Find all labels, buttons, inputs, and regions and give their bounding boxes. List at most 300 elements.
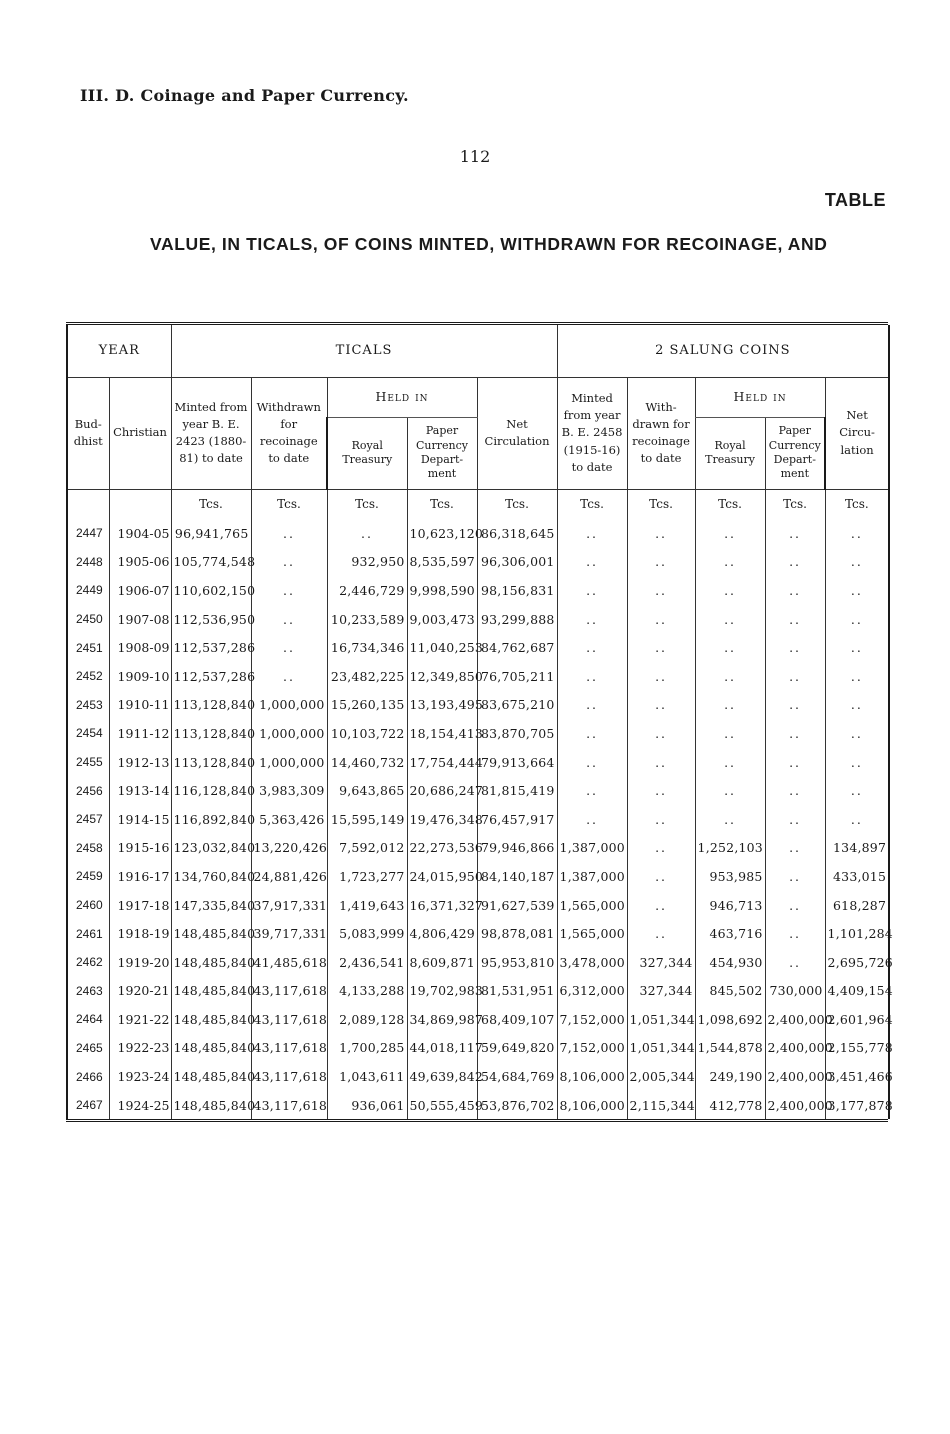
- ticals-minted-cell: 148,485,840: [171, 1005, 251, 1034]
- salung-paper-currency-cell: 2,400,000: [765, 1034, 825, 1063]
- ticals-withdrawn-cell: 37,917,331: [251, 891, 327, 920]
- ticals-minted-cell: 116,892,840: [171, 805, 251, 834]
- table-row: [67, 1091, 889, 1120]
- ticals-withdrawn-cell: 43,117,618: [251, 1005, 327, 1034]
- ticals-royal-treasury-cell: 14,460,732: [327, 748, 407, 777]
- table-caption: VALUE, IN TICALS, OF COINS MINTED, WITHDRAWN FOR RECOINAGE, AND: [150, 234, 828, 254]
- ticals-minted-cell: 112,536,950: [171, 605, 251, 634]
- salung-paper-currency-cell: ..: [765, 691, 825, 720]
- salung-withdrawn-cell: ..: [627, 719, 695, 748]
- salung-withdrawn-cell: 2,115,344: [627, 1091, 695, 1120]
- christian-year-cell: 1910-11: [109, 691, 171, 720]
- ticals-royal-treasury-cell: ..: [327, 519, 407, 548]
- unit-label: Tcs.: [695, 489, 765, 519]
- table-row: [67, 948, 889, 977]
- ticals-minted-cell: 123,032,840: [171, 834, 251, 863]
- buddhist-year-cell: 2452: [67, 662, 109, 691]
- salung-minted-cell: 7,152,000: [557, 1034, 627, 1063]
- ticals-withdrawn-cell: 5,363,426: [251, 805, 327, 834]
- salung-paper-currency-cell: ..: [765, 948, 825, 977]
- salung-paper-currency-cell: 2,400,000: [765, 1062, 825, 1091]
- ticals-net-circulation-cell: 53,876,702: [477, 1091, 557, 1120]
- ticals-royal-treasury-cell: 2,089,128: [327, 1005, 407, 1034]
- christian-year-cell: 1920-21: [109, 977, 171, 1006]
- unit-label: Tcs.: [251, 489, 327, 519]
- buddhist-year-cell: 2464: [67, 1005, 109, 1034]
- buddhist-year-cell: 2460: [67, 891, 109, 920]
- header-salung-paper: Paper Currency Depart-ment: [765, 417, 825, 489]
- table-row: [67, 605, 889, 634]
- buddhist-year-cell: 2448: [67, 548, 109, 577]
- header-ticals: TICALS: [171, 325, 557, 377]
- ticals-paper-currency-cell: 19,702,983: [407, 977, 477, 1006]
- salung-paper-currency-cell: ..: [765, 862, 825, 891]
- ticals-paper-currency-cell: 4,806,429: [407, 919, 477, 948]
- table-row: [67, 891, 889, 920]
- salung-royal-treasury-cell: ..: [695, 776, 765, 805]
- ticals-withdrawn-cell: 41,485,618: [251, 948, 327, 977]
- header-salung-held-in: Held in: [695, 377, 825, 417]
- table-label: TABLE: [824, 190, 886, 210]
- christian-year-cell: 1915-16: [109, 834, 171, 863]
- header-ticals-royal: Royal Treasury: [327, 417, 407, 489]
- unit-label: Tcs.: [171, 489, 251, 519]
- salung-paper-currency-cell: ..: [765, 719, 825, 748]
- ticals-net-circulation-cell: 95,953,810: [477, 948, 557, 977]
- ticals-royal-treasury-cell: 1,419,643: [327, 891, 407, 920]
- christian-year-cell: 1923-24: [109, 1062, 171, 1091]
- salung-paper-currency-cell: 730,000: [765, 977, 825, 1006]
- ticals-net-circulation-cell: 84,140,187: [477, 862, 557, 891]
- buddhist-year-cell: 2457: [67, 805, 109, 834]
- salung-minted-cell: 1,565,000: [557, 919, 627, 948]
- header-ticals-withdrawn: Withdrawn for recoinage to date: [251, 377, 327, 489]
- salung-paper-currency-cell: 2,400,000: [765, 1005, 825, 1034]
- salung-paper-currency-cell: ..: [765, 891, 825, 920]
- table-row: [67, 862, 889, 891]
- ticals-royal-treasury-cell: 2,446,729: [327, 576, 407, 605]
- section-title: III. D. Coinage and Paper Currency.: [80, 86, 409, 105]
- ticals-minted-cell: 147,335,840: [171, 891, 251, 920]
- ticals-paper-currency-cell: 20,686,247: [407, 776, 477, 805]
- salung-royal-treasury-cell: 463,716: [695, 919, 765, 948]
- ticals-net-circulation-cell: 54,684,769: [477, 1062, 557, 1091]
- header-salung-net: Net Circu-lation: [825, 377, 889, 489]
- ticals-net-circulation-cell: 98,878,081: [477, 919, 557, 948]
- salung-royal-treasury-cell: 845,502: [695, 977, 765, 1006]
- ticals-minted-cell: 148,485,840: [171, 1062, 251, 1091]
- ticals-withdrawn-cell: ..: [251, 633, 327, 662]
- ticals-withdrawn-cell: 43,117,618: [251, 977, 327, 1006]
- christian-year-cell: 1904-05: [109, 519, 171, 548]
- ticals-net-circulation-cell: 76,705,211: [477, 662, 557, 691]
- christian-year-cell: 1906-07: [109, 576, 171, 605]
- salung-minted-cell: ..: [557, 719, 627, 748]
- header-salung-royal: Royal Treasury: [695, 417, 765, 489]
- salung-withdrawn-cell: 2,005,344: [627, 1062, 695, 1091]
- ticals-minted-cell: 148,485,840: [171, 1034, 251, 1063]
- ticals-withdrawn-cell: 1,000,000: [251, 691, 327, 720]
- ticals-net-circulation-cell: 79,946,866: [477, 834, 557, 863]
- salung-withdrawn-cell: ..: [627, 919, 695, 948]
- ticals-minted-cell: 105,774,548: [171, 548, 251, 577]
- christian-year-cell: 1916-17: [109, 862, 171, 891]
- christian-year-cell: 1913-14: [109, 776, 171, 805]
- buddhist-year-cell: 2449: [67, 576, 109, 605]
- ticals-minted-cell: 113,128,840: [171, 691, 251, 720]
- buddhist-year-cell: 2462: [67, 948, 109, 977]
- christian-year-cell: 1912-13: [109, 748, 171, 777]
- salung-paper-currency-cell: ..: [765, 805, 825, 834]
- ticals-paper-currency-cell: 9,998,590: [407, 576, 477, 605]
- salung-withdrawn-cell: 1,051,344: [627, 1005, 695, 1034]
- buddhist-year-cell: 2465: [67, 1034, 109, 1063]
- ticals-royal-treasury-cell: 10,233,589: [327, 605, 407, 634]
- salung-royal-treasury-cell: 412,778: [695, 1091, 765, 1120]
- ticals-net-circulation-cell: 81,531,951: [477, 977, 557, 1006]
- header-ticals-net: Net Circulation: [477, 377, 557, 489]
- ticals-paper-currency-cell: 44,018,117: [407, 1034, 477, 1063]
- salung-royal-treasury-cell: 953,985: [695, 862, 765, 891]
- table-row: [67, 548, 889, 577]
- salung-paper-currency-cell: ..: [765, 662, 825, 691]
- ticals-withdrawn-cell: ..: [251, 605, 327, 634]
- ticals-royal-treasury-cell: 15,260,135: [327, 691, 407, 720]
- header-ticals-minted: Minted from year B. E. 2423 (1880-81) to date: [171, 377, 251, 489]
- unit-label: Tcs.: [825, 489, 889, 519]
- salung-paper-currency-cell: ..: [765, 519, 825, 548]
- unit-blank: [67, 489, 109, 519]
- buddhist-year-cell: 2459: [67, 862, 109, 891]
- salung-royal-treasury-cell: 1,252,103: [695, 834, 765, 863]
- page-number: 112: [459, 147, 491, 166]
- salung-withdrawn-cell: 1,051,344: [627, 1034, 695, 1063]
- ticals-royal-treasury-cell: 1,723,277: [327, 862, 407, 891]
- ticals-net-circulation-cell: 81,815,419: [477, 776, 557, 805]
- buddhist-year-cell: 2447: [67, 519, 109, 548]
- buddhist-year-cell: 2467: [67, 1091, 109, 1120]
- buddhist-year-cell: 2466: [67, 1062, 109, 1091]
- salung-royal-treasury-cell: ..: [695, 691, 765, 720]
- salung-royal-treasury-cell: ..: [695, 548, 765, 577]
- christian-year-cell: 1908-09: [109, 633, 171, 662]
- ticals-net-circulation-cell: 59,649,820: [477, 1034, 557, 1063]
- ticals-net-circulation-cell: 91,627,539: [477, 891, 557, 920]
- ticals-withdrawn-cell: 1,000,000: [251, 719, 327, 748]
- salung-minted-cell: ..: [557, 748, 627, 777]
- ticals-paper-currency-cell: 13,193,495: [407, 691, 477, 720]
- salung-royal-treasury-cell: ..: [695, 719, 765, 748]
- ticals-withdrawn-cell: 13,220,426: [251, 834, 327, 863]
- buddhist-year-cell: 2453: [67, 691, 109, 720]
- ticals-minted-cell: 148,485,840: [171, 948, 251, 977]
- ticals-paper-currency-cell: 8,609,871: [407, 948, 477, 977]
- ticals-minted-cell: 148,485,840: [171, 1091, 251, 1120]
- salung-royal-treasury-cell: ..: [695, 748, 765, 777]
- table-row: [67, 1005, 889, 1034]
- table-row: [67, 519, 889, 548]
- ticals-royal-treasury-cell: 5,083,999: [327, 919, 407, 948]
- salung-net-circulation-cell: ..: [825, 633, 889, 662]
- christian-year-cell: 1905-06: [109, 548, 171, 577]
- ticals-minted-cell: 110,602,150: [171, 576, 251, 605]
- ticals-paper-currency-cell: 10,623,120: [407, 519, 477, 548]
- ticals-paper-currency-cell: 17,754,444: [407, 748, 477, 777]
- christian-year-cell: 1917-18: [109, 891, 171, 920]
- ticals-withdrawn-cell: ..: [251, 548, 327, 577]
- header-salung-withdrawn: With-drawn for recoinage to date: [627, 377, 695, 489]
- ticals-paper-currency-cell: 18,154,413: [407, 719, 477, 748]
- salung-paper-currency-cell: ..: [765, 633, 825, 662]
- salung-minted-cell: ..: [557, 691, 627, 720]
- ticals-royal-treasury-cell: 1,043,611: [327, 1062, 407, 1091]
- table-row: [67, 919, 889, 948]
- buddhist-year-cell: 2450: [67, 605, 109, 634]
- ticals-withdrawn-cell: 39,717,331: [251, 919, 327, 948]
- ticals-minted-cell: 148,485,840: [171, 977, 251, 1006]
- buddhist-year-cell: 2451: [67, 633, 109, 662]
- salung-withdrawn-cell: ..: [627, 691, 695, 720]
- salung-net-circulation-cell: 1,101,284: [825, 919, 889, 948]
- table-row: [67, 691, 889, 720]
- salung-net-circulation-cell: 2,695,726: [825, 948, 889, 977]
- salung-net-circulation-cell: 3,451,466: [825, 1062, 889, 1091]
- salung-net-circulation-cell: ..: [825, 805, 889, 834]
- ticals-paper-currency-cell: 9,003,473: [407, 605, 477, 634]
- salung-withdrawn-cell: ..: [627, 548, 695, 577]
- ticals-royal-treasury-cell: 10,103,722: [327, 719, 407, 748]
- table-row: [67, 748, 889, 777]
- salung-minted-cell: ..: [557, 776, 627, 805]
- ticals-paper-currency-cell: 12,349,850: [407, 662, 477, 691]
- table-row: [67, 776, 889, 805]
- christian-year-cell: 1918-19: [109, 919, 171, 948]
- unit-label: Tcs.: [557, 489, 627, 519]
- salung-withdrawn-cell: ..: [627, 576, 695, 605]
- salung-paper-currency-cell: ..: [765, 548, 825, 577]
- salung-withdrawn-cell: ..: [627, 748, 695, 777]
- buddhist-year-cell: 2454: [67, 719, 109, 748]
- salung-net-circulation-cell: ..: [825, 519, 889, 548]
- table-row: [67, 834, 889, 863]
- salung-withdrawn-cell: 327,344: [627, 977, 695, 1006]
- ticals-royal-treasury-cell: 4,133,288: [327, 977, 407, 1006]
- ticals-royal-treasury-cell: 23,482,225: [327, 662, 407, 691]
- ticals-net-circulation-cell: 83,870,705: [477, 719, 557, 748]
- salung-minted-cell: ..: [557, 576, 627, 605]
- ticals-net-circulation-cell: 84,762,687: [477, 633, 557, 662]
- salung-net-circulation-cell: 618,287: [825, 891, 889, 920]
- salung-minted-cell: ..: [557, 662, 627, 691]
- ticals-paper-currency-cell: 16,371,327: [407, 891, 477, 920]
- table-row: [67, 633, 889, 662]
- salung-royal-treasury-cell: ..: [695, 605, 765, 634]
- salung-net-circulation-cell: 2,155,778: [825, 1034, 889, 1063]
- salung-withdrawn-cell: ..: [627, 805, 695, 834]
- salung-minted-cell: 1,565,000: [557, 891, 627, 920]
- buddhist-year-cell: 2458: [67, 834, 109, 863]
- header-salung: 2 SALUNG COINS: [557, 325, 889, 377]
- header-ticals-paper: Paper Currency Depart-ment: [407, 417, 477, 489]
- ticals-royal-treasury-cell: 1,700,285: [327, 1034, 407, 1063]
- ticals-withdrawn-cell: ..: [251, 576, 327, 605]
- ticals-paper-currency-cell: 49,639,842: [407, 1062, 477, 1091]
- unit-label: Tcs.: [327, 489, 407, 519]
- ticals-minted-cell: 113,128,840: [171, 748, 251, 777]
- salung-royal-treasury-cell: 946,713: [695, 891, 765, 920]
- ticals-paper-currency-cell: 22,273,536: [407, 834, 477, 863]
- unit-label: Tcs.: [627, 489, 695, 519]
- salung-royal-treasury-cell: 249,190: [695, 1062, 765, 1091]
- ticals-withdrawn-cell: ..: [251, 519, 327, 548]
- buddhist-year-cell: 2461: [67, 919, 109, 948]
- table-row: [67, 1062, 889, 1091]
- table-row: [67, 719, 889, 748]
- ticals-net-circulation-cell: 76,457,917: [477, 805, 557, 834]
- table-body: [67, 519, 893, 1119]
- salung-royal-treasury-cell: 1,098,692: [695, 1005, 765, 1034]
- ticals-minted-cell: 116,128,840: [171, 776, 251, 805]
- salung-minted-cell: 8,106,000: [557, 1091, 627, 1120]
- salung-net-circulation-cell: ..: [825, 605, 889, 634]
- ticals-net-circulation-cell: 86,318,645: [477, 519, 557, 548]
- ticals-net-circulation-cell: 83,675,210: [477, 691, 557, 720]
- ticals-minted-cell: 134,760,840: [171, 862, 251, 891]
- salung-withdrawn-cell: ..: [627, 862, 695, 891]
- table-row: [67, 662, 889, 691]
- salung-royal-treasury-cell: ..: [695, 662, 765, 691]
- salung-minted-cell: ..: [557, 605, 627, 634]
- salung-paper-currency-cell: ..: [765, 919, 825, 948]
- ticals-minted-cell: 112,537,286: [171, 662, 251, 691]
- table-row: [67, 805, 889, 834]
- salung-minted-cell: 6,312,000: [557, 977, 627, 1006]
- unit-label: Tcs.: [765, 489, 825, 519]
- salung-royal-treasury-cell: ..: [695, 519, 765, 548]
- salung-net-circulation-cell: ..: [825, 548, 889, 577]
- ticals-paper-currency-cell: 19,476,348: [407, 805, 477, 834]
- salung-minted-cell: ..: [557, 548, 627, 577]
- table-row: [67, 576, 889, 605]
- ticals-withdrawn-cell: ..: [251, 662, 327, 691]
- ticals-withdrawn-cell: 3,983,309: [251, 776, 327, 805]
- ticals-net-circulation-cell: 68,409,107: [477, 1005, 557, 1034]
- salung-withdrawn-cell: ..: [627, 891, 695, 920]
- table-row: [67, 977, 889, 1006]
- salung-net-circulation-cell: 134,897: [825, 834, 889, 863]
- salung-withdrawn-cell: ..: [627, 605, 695, 634]
- christian-year-cell: 1921-22: [109, 1005, 171, 1034]
- ticals-royal-treasury-cell: 9,643,865: [327, 776, 407, 805]
- ticals-paper-currency-cell: 50,555,459: [407, 1091, 477, 1120]
- ticals-paper-currency-cell: 34,869,987: [407, 1005, 477, 1034]
- salung-net-circulation-cell: 3,177,878: [825, 1091, 889, 1120]
- salung-minted-cell: 8,106,000: [557, 1062, 627, 1091]
- christian-year-cell: 1922-23: [109, 1034, 171, 1063]
- ticals-net-circulation-cell: 93,299,888: [477, 605, 557, 634]
- salung-withdrawn-cell: ..: [627, 519, 695, 548]
- header-christian: Christian: [109, 377, 171, 489]
- coinage-table-container: [66, 322, 893, 1122]
- salung-net-circulation-cell: 2,601,964: [825, 1005, 889, 1034]
- ticals-paper-currency-cell: 8,535,597: [407, 548, 477, 577]
- christian-year-cell: 1924-25: [109, 1091, 171, 1120]
- ticals-minted-cell: 112,537,286: [171, 633, 251, 662]
- ticals-net-circulation-cell: 79,913,664: [477, 748, 557, 777]
- salung-minted-cell: ..: [557, 633, 627, 662]
- salung-paper-currency-cell: ..: [765, 605, 825, 634]
- ticals-royal-treasury-cell: 16,734,346: [327, 633, 407, 662]
- salung-paper-currency-cell: ..: [765, 834, 825, 863]
- buddhist-year-cell: 2455: [67, 748, 109, 777]
- unit-label: Tcs.: [407, 489, 477, 519]
- christian-year-cell: 1911-12: [109, 719, 171, 748]
- salung-net-circulation-cell: ..: [825, 576, 889, 605]
- header-buddhist: Bud-dhist: [67, 377, 109, 489]
- salung-withdrawn-cell: ..: [627, 662, 695, 691]
- ticals-withdrawn-cell: 1,000,000: [251, 748, 327, 777]
- ticals-net-circulation-cell: 96,306,001: [477, 548, 557, 577]
- ticals-withdrawn-cell: 43,117,618: [251, 1062, 327, 1091]
- salung-net-circulation-cell: ..: [825, 691, 889, 720]
- unit-blank: [109, 489, 171, 519]
- salung-net-circulation-cell: ..: [825, 719, 889, 748]
- christian-year-cell: 1914-15: [109, 805, 171, 834]
- salung-withdrawn-cell: ..: [627, 776, 695, 805]
- salung-royal-treasury-cell: ..: [695, 805, 765, 834]
- salung-net-circulation-cell: ..: [825, 748, 889, 777]
- salung-paper-currency-cell: ..: [765, 748, 825, 777]
- salung-minted-cell: 1,387,000: [557, 834, 627, 863]
- header-year: YEAR: [67, 325, 171, 377]
- salung-royal-treasury-cell: 1,544,878: [695, 1034, 765, 1063]
- salung-minted-cell: 1,387,000: [557, 862, 627, 891]
- ticals-withdrawn-cell: 43,117,618: [251, 1091, 327, 1120]
- salung-net-circulation-cell: 4,409,154: [825, 977, 889, 1006]
- salung-minted-cell: 3,478,000: [557, 948, 627, 977]
- salung-royal-treasury-cell: 454,930: [695, 948, 765, 977]
- header-salung-minted: Minted from year B. E. 2458 (1915-16) to date: [557, 377, 627, 489]
- salung-minted-cell: ..: [557, 519, 627, 548]
- ticals-royal-treasury-cell: 7,592,012: [327, 834, 407, 863]
- ticals-withdrawn-cell: 43,117,618: [251, 1034, 327, 1063]
- ticals-net-circulation-cell: 98,156,831: [477, 576, 557, 605]
- ticals-minted-cell: 96,941,765: [171, 519, 251, 548]
- buddhist-year-cell: 2456: [67, 776, 109, 805]
- ticals-royal-treasury-cell: 15,595,149: [327, 805, 407, 834]
- salung-net-circulation-cell: ..: [825, 662, 889, 691]
- ticals-minted-cell: 148,485,840: [171, 919, 251, 948]
- christian-year-cell: 1909-10: [109, 662, 171, 691]
- ticals-royal-treasury-cell: 936,061: [327, 1091, 407, 1120]
- ticals-royal-treasury-cell: 932,950: [327, 548, 407, 577]
- table-row: [67, 1034, 889, 1063]
- salung-paper-currency-cell: 2,400,000: [765, 1091, 825, 1120]
- salung-royal-treasury-cell: ..: [695, 576, 765, 605]
- salung-paper-currency-cell: ..: [765, 576, 825, 605]
- buddhist-year-cell: 2463: [67, 977, 109, 1006]
- coinage-table: [66, 325, 893, 1119]
- christian-year-cell: 1907-08: [109, 605, 171, 634]
- salung-withdrawn-cell: ..: [627, 834, 695, 863]
- ticals-paper-currency-cell: 24,015,950: [407, 862, 477, 891]
- unit-label: Tcs.: [477, 489, 557, 519]
- salung-royal-treasury-cell: ..: [695, 633, 765, 662]
- salung-net-circulation-cell: ..: [825, 776, 889, 805]
- ticals-withdrawn-cell: 24,881,426: [251, 862, 327, 891]
- salung-minted-cell: 7,152,000: [557, 1005, 627, 1034]
- salung-paper-currency-cell: ..: [765, 776, 825, 805]
